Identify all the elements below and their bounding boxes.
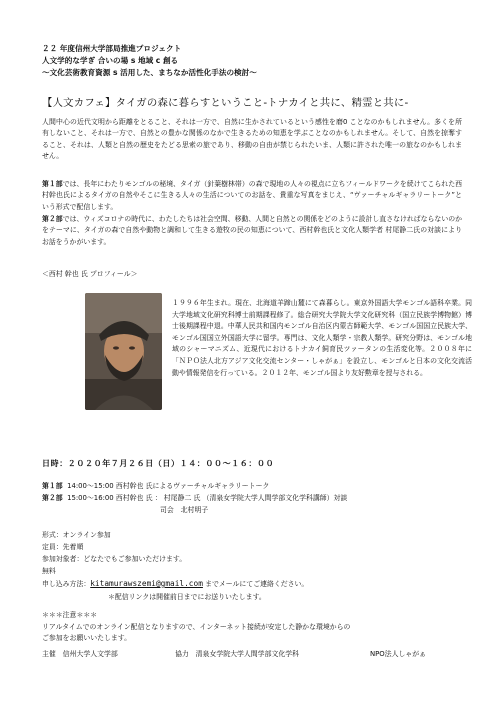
- schedule-moderator: 司会 北村明子: [160, 506, 209, 514]
- cooperation: 協力 清泉女学院大学人間学部文化学科: [175, 650, 300, 658]
- speaker-photo: [85, 293, 162, 410]
- speaker-portrait-image: [85, 293, 162, 410]
- project-theme: ～文化芸術教育資源 s 活用した、まちなか活性化手法の検討～: [42, 68, 257, 77]
- notice-line-1: リアルタイムでのオンライン配信となりますので、インターネット接続が安定した静かな環境からの: [42, 623, 351, 631]
- part2-text: では、ウィズコロナの時代に、わたしたちは社会空間、移動、人間と自然との関係をどのように設計し直さなければならないのかをテーマに、タイガの森で自然や動物と調和して生きる遊牧の民の知恵について、西村幹也氏と文化人類学者 村尾静二氏の対談によりお話をうかがいます。: [42, 215, 462, 246]
- intro-paragraph: 人間中心の近代文明から距離をとること、それは一方で、自然に生かされているという感性を磨0 ことなのかもしれません。多くを所有しないこと、それは一方で、自然との豊かな関係のなかで生きるための知恵を学ぶことなのかもしれません。そして、自然を掠奪すること、それは、人類と自然の歴史をたどる思索の旅であり、移動の自由が禁じられたいま、人類に許された唯一の旅なのかもしれません。: [42, 118, 462, 161]
- part2-label: 第２部: [42, 215, 63, 223]
- application-instruction: までメールにてご連絡ください。: [202, 580, 309, 588]
- part1-paragraph: [42, 179, 462, 213]
- application-line: [42, 578, 308, 588]
- part1-label: 第１部: [42, 180, 63, 188]
- contact-email-link[interactable]: kitamurawszemi@gmail.com: [90, 579, 203, 588]
- project-subtitle: 人文学的な学ぎ 合いの場 s 地域 c 創る: [42, 56, 179, 65]
- notice-line-2: ご参加をお願いいたします。: [42, 634, 132, 642]
- schedule-row-2: [42, 492, 347, 502]
- format-line: 形式：オンライン参加: [42, 531, 111, 539]
- schedule-row-1: [42, 480, 269, 490]
- schedule-row-1-text: 14:00～15:00 西村幹也 氏によるヴァーチャルギャラリートーク: [67, 482, 270, 490]
- npo-partner: NPO法人しゃがぁ: [370, 650, 427, 658]
- profile-heading: ＜西村 幹也 氏 プロフィール＞: [42, 270, 138, 278]
- event-datetime: 日時：２０２０年７月２６日（日）１４：００～１６：００: [42, 459, 275, 468]
- fee-line: 無料: [42, 567, 56, 575]
- schedule-row-2-label: 第２部: [42, 494, 63, 502]
- audience-line: 参加対象者：どなたでもご参加いただけます。: [42, 555, 187, 563]
- speaker-biography: １９９６年生まれ。現在、北海道羊蹄山麓にて森暮らし。東京外国語大学モンゴル語科卒業。同大学地域文化研究科博士前期課程修了。総合研究大学院大学文化研究科（国立民族学博物館）博士後期課程中退。中華人民共和国内モンゴル自治区内蒙古師範大学、モンゴル国国立民族大学、モンゴル国国立外国語大学に留学。専門は、文化人類学・宗教人類学。研究分野は、モンゴル地域のシャーマニズム、近現代におけるトナカイ飼育民ツァータンの生活変化等。２００８年に「ＮＰＯ法人北方アジア文化交流センター・しゃがぁ」を設立し、モンゴルと日本の文化交流活動や情報発信を行っている。２０１２年、モンゴル国より友好勲章を授与される。: [172, 299, 472, 377]
- schedule-row-2-text: 15:00～16:00 西村幹也 氏 ： 村尾静二 氏 （清泉女学院大学人間学部文化学科講師）対談: [67, 494, 348, 502]
- link-delivery-note: ＊配信リンクは開催前日までにお送りいたします。: [108, 593, 266, 601]
- notice-heading: ＊＊＊注意＊＊＊: [42, 611, 98, 619]
- part2-paragraph: [42, 214, 462, 248]
- application-label: 申し込み方法：: [42, 580, 91, 588]
- capacity-line: 定員：先着順: [42, 543, 84, 551]
- schedule-row-1-label: 第１部: [42, 482, 63, 490]
- project-name: ２２ 年度信州大学部局推進プロジェクト: [42, 44, 182, 53]
- part1-text: では、長年にわたりモンゴルの秘境、タイガ（針葉樹林帯）の森で現地の人々の視点に立ちフィールドワークを続けてこられた西村幹也氏によるタイガの自然やそこに生きる人々の生活についてのお話を、貴重な写真をまじえ、“ヴァーチャルギャラリートーク”という形式で配信します。: [42, 180, 463, 211]
- organizer: 主催 信州大学人文学部: [42, 650, 118, 658]
- event-title: 【人文カフェ】タイガの森に暮らすということ‐トナカイと共に、精霊と共に‐: [42, 97, 409, 109]
